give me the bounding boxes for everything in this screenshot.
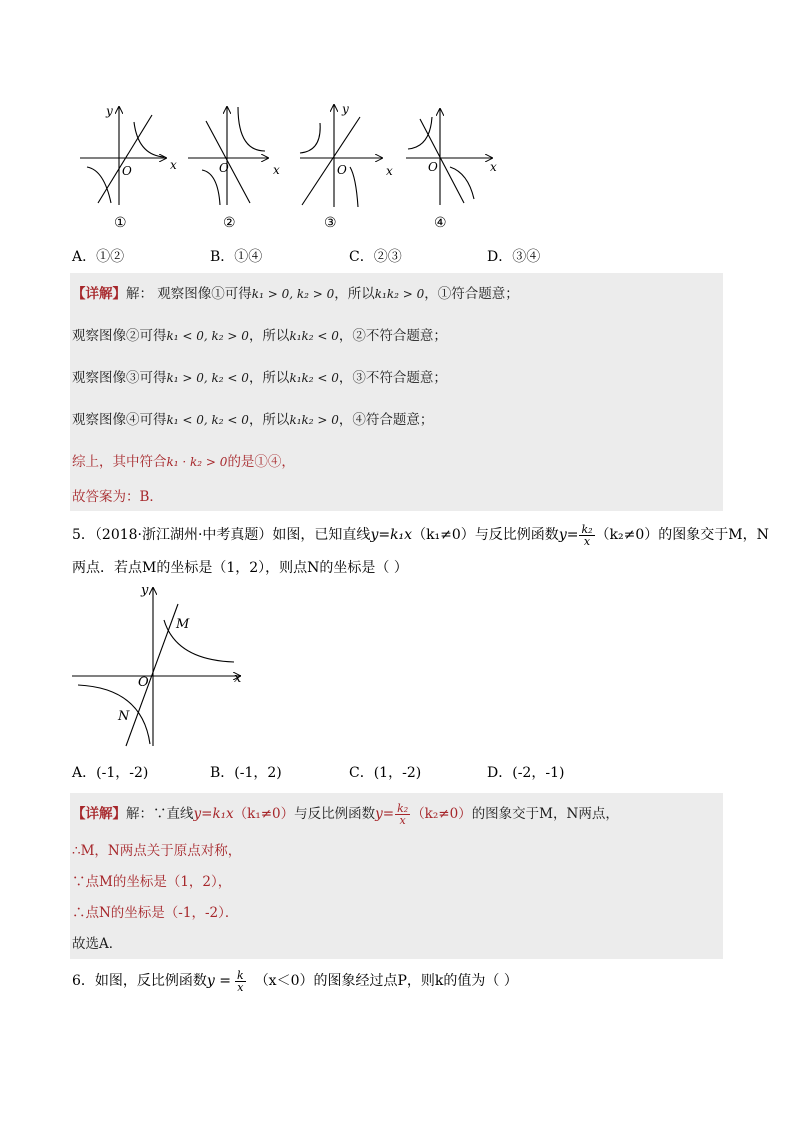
graph-3-o: O — [337, 163, 347, 177]
q5-graph-m: M — [176, 617, 190, 632]
q5-solution-line-2: ∴M，N两点关于原点对称， — [72, 843, 242, 859]
q5-option-a: A．(-1，-2) — [72, 765, 149, 781]
q4-solution-band — [70, 273, 723, 511]
q5-graph-o: O — [138, 675, 149, 690]
graph-1 — [80, 107, 166, 205]
graph-1-o: O — [122, 164, 132, 178]
q5-solution-line-4: ∴点N的坐标是（-1，-2）． — [72, 905, 239, 921]
q4-option-d: D．③④ — [487, 249, 541, 265]
q4-option-b: B．①④ — [210, 249, 263, 265]
graph-1-number: ① — [114, 215, 127, 231]
q4-option-c: C．②③ — [349, 249, 402, 265]
q5-solution-line-3: ∵点M的坐标是（1，2）， — [72, 874, 232, 890]
q5-graph-y: y — [141, 583, 149, 598]
q5-statement-line-2: 两点．若点M的坐标是（1，2），则点N的坐标是（ ） — [72, 560, 408, 576]
q4-option-a: A．①② — [72, 249, 125, 265]
graph-2 — [188, 107, 268, 205]
q4-solution-line-4: 观察图像④可得k₁ < 0, k₂ < 0，所以k₁k₂ > 0，④符合题意； — [72, 412, 434, 428]
q4-solution-summary: 综上，其中符合k₁ · k₂ > 0的是①④， — [72, 454, 295, 470]
q5-solution-line-1: 【详解】 解：∵直线 y=k₁x （k₁≠0） 与反比例函数 y= $\frac{\text{k₂}}{x}$ （k₂≠0） 的图象交于M，N两点， — [72, 801, 619, 827]
graph-1-x: x — [170, 158, 177, 172]
graph-2-number: ② — [223, 215, 236, 231]
q5-option-b: B．(-1，2) — [210, 765, 282, 781]
q4-solution-line-1: 【详解】解： 观察图像①可得k₁ > 0, k₂ > 0，所以k₁k₂ > 0，①符合题意； — [72, 286, 519, 302]
q4-graphs — [70, 95, 510, 235]
graph-3-y: y — [342, 102, 349, 116]
q4-solution-line-3: 观察图像③可得k₁ > 0, k₂ < 0，所以k₁k₂ < 0，③不符合题意； — [72, 370, 447, 386]
graph-2-o: O — [219, 161, 229, 175]
graph-1-y: y — [106, 104, 113, 118]
q5-statement-line-1: 5．（2018·浙江湖州·中考真题）如图，已知直线 y=k₁x （k₁≠0） 与反比例函数 y= $\frac{\text{k₂}}{x}$ （k₂≠0） 的图象交于M，N — [72, 522, 769, 548]
graph-3-number: ③ — [324, 215, 337, 231]
graph-3 — [300, 105, 382, 207]
q6-fraction: $\frac{k}{x}$ — [237, 968, 244, 994]
q4-solution-line-2: 观察图像②可得k₁ < 0, k₂ > 0，所以k₁k₂ < 0，②不符合题意； — [72, 328, 447, 344]
q5-option-c: C．(1，-2) — [349, 765, 422, 781]
graph-4 — [406, 109, 492, 205]
graph-3-x: x — [386, 164, 393, 178]
q5-solution-line-5: 故选A． — [72, 936, 123, 952]
q5-fraction: $\frac{\text{k₂}}{x}$ — [581, 522, 593, 548]
graph-4-x: x — [490, 160, 497, 174]
q4-solution-answer: 故答案为：B． — [72, 489, 163, 505]
q5-graph — [70, 580, 260, 750]
q5-graph-x: x — [234, 671, 242, 686]
q5-option-d: D．(-2，-1) — [487, 765, 565, 781]
q5-solution-fraction: $\frac{\text{k₂}}{x}$ — [397, 801, 409, 827]
graph-4-number: ④ — [434, 215, 447, 231]
q6-statement: 6．如图，反比例函数 y = $\frac{k}{x}$ （x＜0）的图象经过点P，则k的值为（ ） — [72, 968, 518, 994]
graph-2-x: x — [273, 163, 280, 177]
q5-graph-n: N — [118, 709, 130, 724]
graph-4-o: O — [428, 160, 438, 174]
